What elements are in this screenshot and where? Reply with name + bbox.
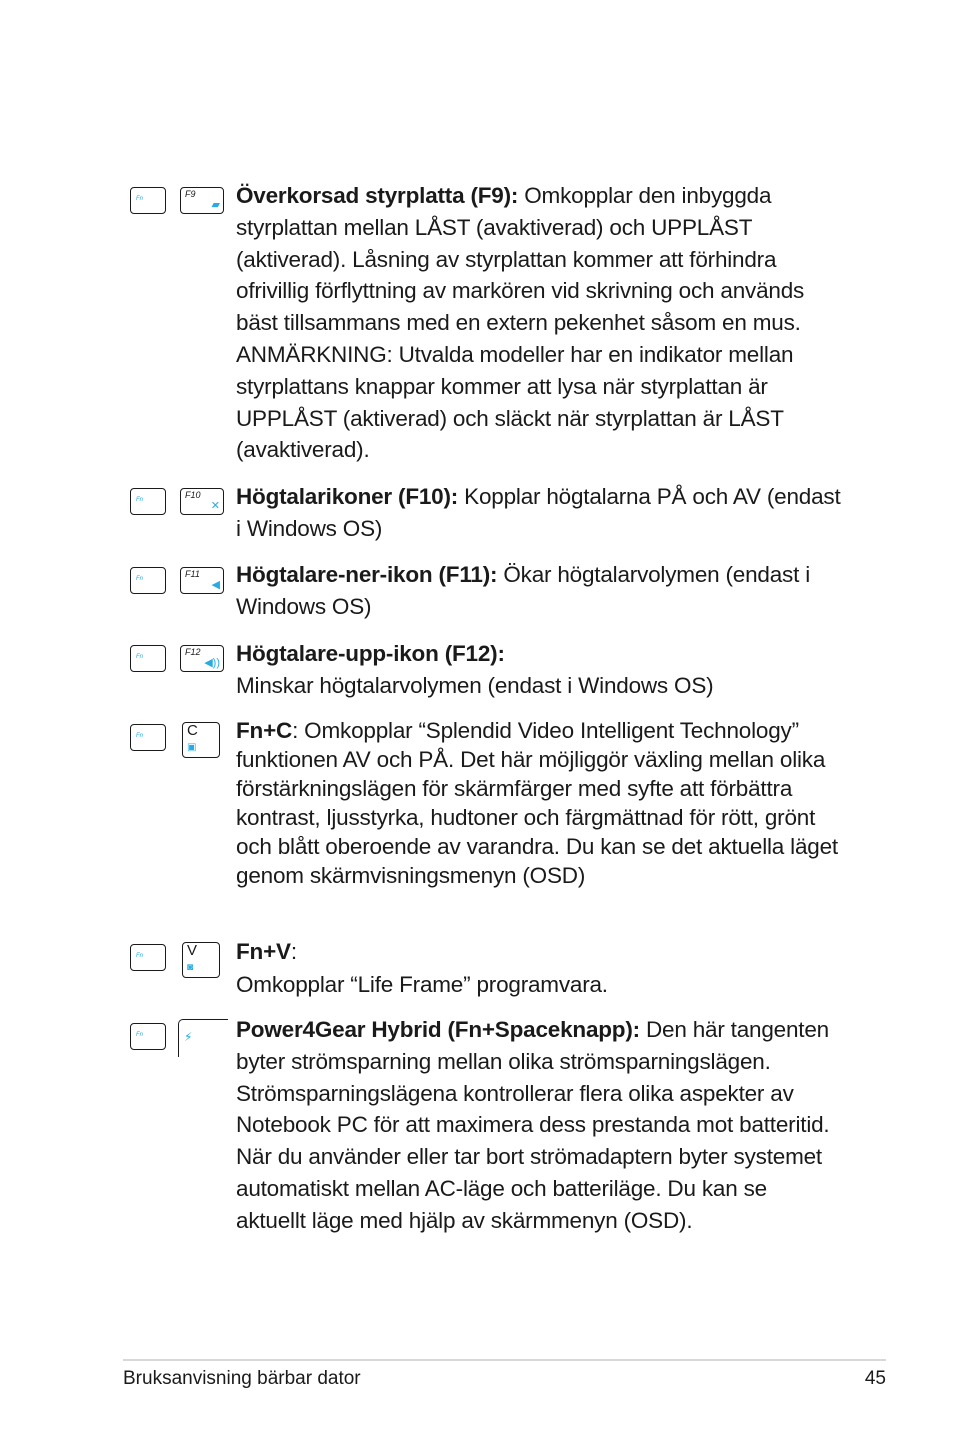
entry-body: Den här tangenten byter strömsparning mellan olika strömsparningslägen. Strömsparningslägena kontrollerar flera olika aspekter av Notebook PC för att maximera dess prestanda mot batteritid. När du använder eller tar bort strömadaptern byter systemet automatiskt mellan AC-läge och batteriläge. Du kan se aktuellt läge med hjälp av skärmmenyn (OSD). bbox=[236, 1017, 830, 1233]
splendid-icon: ▣ bbox=[187, 742, 197, 753]
f9-key-label: F9 bbox=[185, 189, 196, 199]
fn-key-label: Fn bbox=[136, 733, 144, 739]
entry-body: Minskar högtalarvolymen (endast i Windows OS) bbox=[236, 673, 714, 698]
entry-body-line2: Omkopplar “Life Frame” programvara. bbox=[236, 972, 608, 997]
entry-text bbox=[236, 481, 842, 544]
entry-body: : bbox=[290, 939, 297, 964]
fn-key bbox=[130, 488, 166, 515]
c-key-label: C bbox=[187, 722, 198, 739]
entry-title: Högtalare-upp-ikon (F12): bbox=[236, 641, 505, 666]
speaker-up-icon: ◀)) bbox=[204, 657, 220, 669]
fn-key-label: Fn bbox=[136, 497, 144, 503]
f11-key-label: F11 bbox=[185, 569, 200, 579]
v-key-label: V bbox=[187, 942, 198, 959]
space-key bbox=[178, 1019, 228, 1057]
entry-body: Ökar högtalarvolymen (endast i Windows OS) bbox=[236, 562, 810, 619]
f11-key bbox=[180, 567, 224, 594]
entry-title: Fn+V bbox=[236, 939, 291, 964]
fn-key bbox=[130, 944, 166, 971]
entry-title: Högtalarikoner (F10): bbox=[236, 484, 459, 509]
f12-key bbox=[180, 645, 224, 672]
entry-title: Power4Gear Hybrid (Fn+Spaceknapp): bbox=[236, 1017, 640, 1042]
entry-body: Kopplar högtalarna PÅ och AV (endast i Windows OS) bbox=[236, 484, 841, 541]
entry-text bbox=[236, 180, 842, 466]
fn-key-label: Fn bbox=[136, 953, 144, 959]
fn-key bbox=[130, 187, 166, 214]
fn-key-label: Fn bbox=[136, 1032, 144, 1038]
fn-key bbox=[130, 645, 166, 672]
v-key bbox=[182, 942, 220, 978]
f10-key bbox=[180, 488, 224, 515]
entry-title: Fn+C bbox=[236, 718, 293, 743]
fn-key bbox=[130, 567, 166, 594]
note-label: ANMÄRKNING bbox=[236, 341, 387, 367]
entry-text bbox=[236, 935, 842, 1001]
note-body: : Utvalda modeller har en indikator mellan styrplattans knappar kommer att lysa när styrplattan är UPPLÅST (aktiverad) och släckt när styrplattan är LÅST (avaktiverad). bbox=[236, 341, 794, 463]
camera-icon: ◙ bbox=[187, 962, 194, 973]
entry-text bbox=[236, 716, 842, 890]
speaker-down-icon: ◀ bbox=[211, 579, 220, 591]
f12-key-label: F12 bbox=[185, 647, 201, 657]
fn-key-label: Fn bbox=[136, 576, 144, 582]
entry-body: : Omkopplar “Splendid Video Intelligent Technology” funktionen AV och PÅ. Det här möjliggör växling mellan olika förstärkningslägen för skärmfärger med syfte att förbättra kontrast, ljusstyrka, hudtoner och färgmättnad för rött, grönt och blått oberoende av varandra. Du kan se det aktuella läget genom skärmvisningsmenyn (OSD) bbox=[236, 718, 838, 888]
f9-key bbox=[180, 187, 224, 214]
entry-text bbox=[236, 559, 842, 622]
entry-text bbox=[236, 638, 842, 702]
entry-title: Högtalare-ner-ikon (F11): bbox=[236, 562, 498, 587]
entry-text bbox=[236, 1014, 842, 1237]
touchpad-icon: ▰ bbox=[211, 199, 220, 211]
entry-body: Omkopplar den inbyggda styrplattan mellan LÅST (avaktiverad) och UPPLÅST (aktiverad). Låsning av styrplattan kommer att förhindra ofrivillig förflyttning av markören vid skrivning och används bäst tillsammans med en extern pekenhet såsom en mus. bbox=[236, 183, 805, 336]
c-key bbox=[182, 722, 220, 758]
fn-key-label: Fn bbox=[136, 196, 144, 202]
fn-key bbox=[130, 1023, 166, 1050]
entry-title: Överkorsad styrplatta (F9): bbox=[236, 183, 519, 208]
power4gear-icon: ⚡ bbox=[184, 1030, 193, 1044]
footer-title: Bruksanvisning bärbar dator bbox=[123, 1368, 361, 1389]
fn-key bbox=[130, 724, 166, 751]
fn-key-label: Fn bbox=[136, 654, 144, 660]
footer-rule bbox=[123, 1359, 886, 1361]
f10-key-label: F10 bbox=[185, 490, 201, 500]
page-number: 45 bbox=[864, 1368, 886, 1389]
speaker-mute-icon: ✕ bbox=[210, 500, 220, 512]
